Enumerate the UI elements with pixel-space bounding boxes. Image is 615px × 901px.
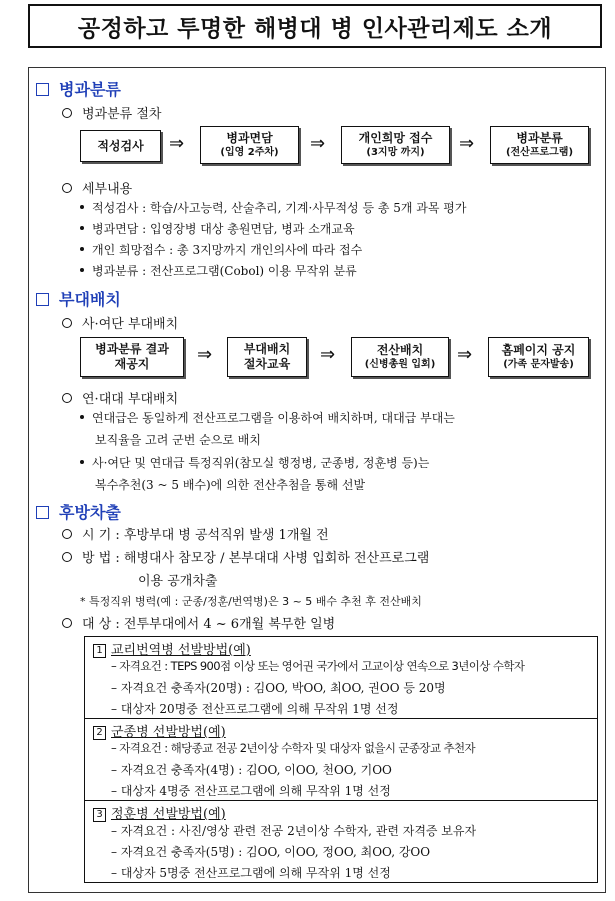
regiment-assignment-label: 연·대대 부대배치 [62, 388, 178, 407]
square-bullet-icon [36, 506, 49, 519]
flow-step-sublabel: (신병총원 입회) [364, 359, 436, 370]
target-line: 대 상 : 전투부대에서 4 ~ 6개월 복무한 일병 [62, 613, 335, 632]
flow-step-sublabel: (입영 2주차) [220, 147, 279, 158]
details-label: 세부내용 [62, 178, 132, 197]
section-heading-text: 병과분류 [59, 80, 121, 99]
flow-step-interview [200, 126, 299, 164]
flow-step-label: 병과분류 결과 [95, 342, 169, 356]
circle-bullet-icon [62, 183, 72, 193]
panel-line: – 자격요건 : 사진/영상 관련 전공 2년이상 수학자, 관련 자격증 보유자 [111, 824, 477, 838]
selection-example-panel [84, 636, 598, 719]
flow-step-label: 부대배치 [243, 342, 291, 356]
flow-step-sublabel: (전산프로그램) [505, 147, 574, 158]
timing-line: 시 기 : 후방부대 병 공석직위 발생 1개월 전 [62, 524, 329, 543]
number-box: 3 [93, 808, 106, 822]
panel-line: – 자격요건 충족자(4명) : 김OO, 이OO, 천OO, 기OO [111, 763, 392, 777]
flow-step-sublabel: (가족 문자발송) [503, 359, 574, 370]
panel-line: – 대상자 20명중 전산프로그램에 의해 무작위 1명 선정 [111, 702, 399, 716]
flow-step-label: 병과면담 [226, 131, 273, 145]
arrow-right-icon: ⇒ [459, 133, 475, 154]
title-box [28, 4, 602, 48]
selection-example-panel [84, 718, 598, 801]
circle-bullet-icon [62, 393, 72, 403]
dot-bullet-icon [80, 205, 84, 209]
panel-line: – 대상자 4명중 전산프로그램에 의해 무작위 1명 선정 [111, 784, 391, 798]
list-item: 개인 희망접수 : 총 3지망까지 개인의사에 따라 접수 [80, 241, 362, 258]
section-heading-assignment [36, 287, 121, 310]
dot-bullet-icon [80, 268, 84, 272]
flow-step-procedure-education [227, 337, 307, 377]
arrow-right-icon: ⇒ [169, 133, 185, 154]
flow-step-label: 병과분류 [516, 131, 563, 145]
section-heading-rear-selection [36, 500, 121, 523]
list-item: 적성검사 : 학습/사고능력, 산술추리, 기계·사무적성 등 총 5개 과목 평가 [80, 199, 466, 216]
list-item-continuation: 보직율을 고려 군번 순으로 배치 [95, 433, 261, 447]
panel-title: 3 정훈병 선발방법(예) [93, 803, 226, 822]
flow-step-label: 전산배치 [376, 343, 424, 357]
panel-line: – 자격요건 충족자(5명) : 김OO, 이OO, 정OO, 최OO, 강OO [111, 845, 431, 859]
list-item: 병과분류 : 전산프로그램(Cobol) 이용 무작위 분류 [80, 262, 357, 279]
panel-title: 2 군종병 선발방법(예) [93, 721, 226, 740]
square-bullet-icon [36, 293, 49, 306]
flow-step-computer-assignment [351, 337, 449, 377]
panel-line: – 자격요건 : 해당종교 전공 2년이상 수학자 및 대상자 없을시 군종장교 추천자 [111, 741, 476, 755]
circle-bullet-icon [62, 529, 72, 539]
flow-step-homepage-notice [488, 337, 589, 377]
flow-step-label: 절차교육 [243, 357, 291, 371]
dot-bullet-icon [80, 247, 84, 251]
flow-step-label: 홈페이지 공지 [501, 343, 576, 357]
dot-bullet-icon [80, 226, 84, 230]
special-position-note: * 특정직위 병력(예 : 군종/정훈/번역병)은 3 ~ 5 배수 추천 후 전산배치 [80, 595, 422, 608]
dot-bullet-icon [80, 460, 84, 464]
procedure-label: 병과분류 절차 [62, 103, 161, 122]
section-heading-classification [36, 77, 121, 100]
circle-bullet-icon [62, 318, 72, 328]
flow-step-aptitude-test [80, 130, 161, 162]
section-heading-text: 부대배치 [59, 290, 121, 309]
method-line-continuation: 이용 공개차출 [138, 574, 218, 589]
flow-step-label: 재공지 [114, 357, 150, 371]
arrow-right-icon: ⇒ [310, 133, 326, 154]
arrow-right-icon: ⇒ [197, 344, 213, 365]
list-item: 병과면담 : 입영장병 대상 총원면담, 병과 소개교육 [80, 220, 355, 237]
flow-step-label: 적성검사 [97, 138, 144, 153]
flow-step-label: 개인희망 접수 [358, 131, 433, 145]
list-item-continuation: 복수추천(3 ~ 5 배수)에 의한 전산추첨을 통해 선발 [95, 478, 366, 492]
flow-step-classification [490, 126, 589, 164]
square-bullet-icon [36, 83, 49, 96]
method-line: 방 법 : 해병대사 참모장 / 본부대대 사병 입회하 전산프로그램 [62, 547, 429, 566]
page-title: 공정하고 투명한 해병대 병 인사관리제도 소개 [77, 15, 553, 42]
flow-step-preference [341, 126, 450, 164]
circle-bullet-icon [62, 108, 72, 118]
arrow-right-icon: ⇒ [457, 344, 473, 365]
number-box: 1 [93, 644, 106, 658]
division-assignment-label: 사·여단 부대배치 [62, 313, 178, 332]
panel-title: 1 교리번역병 선발방법(예) [93, 639, 251, 658]
number-box: 2 [93, 726, 106, 740]
dot-bullet-icon [80, 415, 84, 419]
section-heading-text: 후방차출 [59, 503, 121, 522]
circle-bullet-icon [62, 618, 72, 628]
list-item: 사·여단 및 연대급 특정직위(참모실 행정병, 군종병, 정훈병 등)는 [80, 454, 429, 471]
circle-bullet-icon [62, 552, 72, 562]
selection-example-panel [84, 800, 598, 883]
list-item: 연대급은 동일하게 전산프로그램을 이용하여 배치하며, 대대급 부대는 [80, 409, 455, 426]
panel-line: – 자격요건 : TEPS 900점 이상 또는 영어권 국가에서 고교이상 연속으로 3년이상 수학자 [111, 659, 525, 673]
flow-step-result-notice [80, 337, 184, 377]
arrow-right-icon: ⇒ [320, 344, 336, 365]
flow-step-sublabel: (3지망 까지) [366, 147, 425, 158]
panel-line: – 대상자 5명중 전산프로그램에 의해 무작위 1명 선정 [111, 866, 391, 880]
panel-line: – 자격요건 충족자(20명) : 김OO, 박OO, 최OO, 권OO 등 20명 [111, 681, 446, 695]
